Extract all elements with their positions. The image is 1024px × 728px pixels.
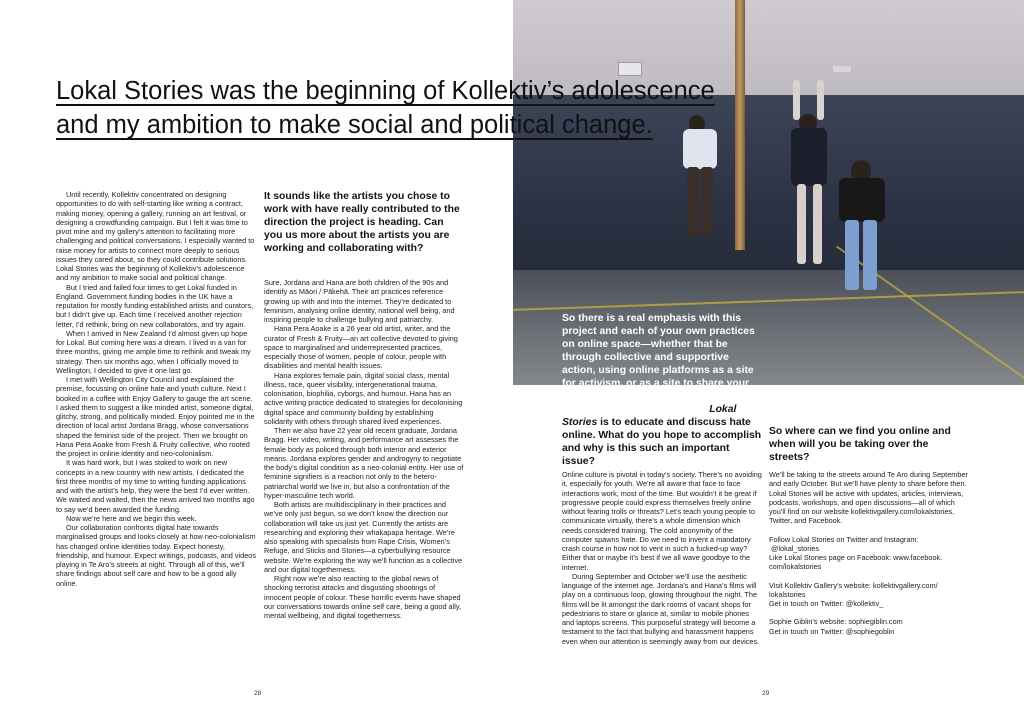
paragraph: Hana explores female pain, digital social class, mental illness, race, queer visibility, intergenerational trauma, colonisation, biophilia, cyborgs, and humour. Hana has an active writing practice dedicated to strategies for decolonising digital space and community building by establishing solidarity with others through shared lived experiences. <box>264 370 463 426</box>
contact-line: Get in touch on Twitter: @kollektiv_ <box>769 599 884 608</box>
paragraph: Online culture is pivotal in today’s society. There’s no avoiding it, especially for youth. We’re all aware that face to face interactions work, most of the time. But wouldn’t it be great if progressive people could express themselves freely online without fearing trolls or threats? Let’s teach young people to communicate virtually, there’s a whole dimension which needs considered training. The cold anonymity of the computer spawns hate. Do we need to invent a mandatory crash course in how not to vent in such a fucked-up way? Either that or maybe it’s best if we all wave goodbye to the internet. <box>562 470 762 572</box>
question-italic-title: Lokal Stories <box>562 404 737 428</box>
paragraph: When I arrived in New Zealand I’d almost given up hope for Lokal. But coming here was a dream. I lived in a van for three months, giving me ample time to rethink and tweak my strategy. Then six months ago, when I officially moved to Wellington, I decided to give it one last go. <box>56 328 251 375</box>
contact-line: Like Lokal Stories page on Facebook: www.facebook. <box>769 553 943 562</box>
paragraph: Our collaboration confronts digital hate towards marginalised groups and looks closely at how neo-colonialism has changed online identities today. Expect honesty, friendship, and humour. Expect writings, podcasts, and videos playing in Te Aro’s streets at night. Through all of this, we’ll share findings about self care and how to be a good ally online. <box>56 523 256 588</box>
paragraph: It was hard work, but I was stoked to work on new concepts in a new country with new artists. I dedicated the first three months of my time to writing funding applications and with the artist’s help, they were the best I’d ever written. We waited and waited, then the news arrived two months ago to say we’d been awarded the funding. <box>56 458 255 514</box>
paragraph: I met with Wellington City Council and explained the premise, focussing on online hate and youth culture. Next I booked in a coffee with Enjoy Gallery to gauge the art scene. I asked them to suggest a like minded artist, someone digital, glitchy, strong, and politically minded. Enjoy pointed me in the direction of local artist Jordana Bragg, whose conversations shaped the feminist side of the project. Then we brought on Hana Pera Aoake from Fresh & Fruity collective, who rooted the project in online identity and neo-colonialism. <box>56 375 255 458</box>
contact-gallery <box>769 581 969 609</box>
paragraph: Both artists are multidisciplinary in their practices and we’ve only just begun, so we don’t know the direction our collaboration will take us just yet. Currently the artists are researching and exploring their whakapapa heritage. We’re also speaking with specialists from Rape Crisis, Women’s Refuge, and Sticks and Stones—a cyberbullying resource website. We’re exploring the way we’ll function as a collective and our digital togetherness. <box>264 500 463 574</box>
contact-line: @lokal_stories <box>771 543 819 553</box>
question-text-on-photo: So there is a real emphasis with this project and each of your own practices on online space—whether that be through collective and supportive action, using online platforms as a site for activism, or as a site to share your work and the work of others. You’ve mentioned one of the aims of <box>562 313 755 415</box>
contact-line: Get in touch on Twitter: @sophiegoblin <box>769 626 895 636</box>
paragraph: Until recently, Kollektiv concentrated on designing opportunities to do with self-starting like writing a contract, making money, opening a gallery, running an art festival, or designing a crowdfunding campaign. But I felt it was time to pivot mine and my gallery’s attention to facilitating more challenging and political conversations. I especially wanted to raise money for artists to connect more deeply to serious issues they cared about, so they could contribute solutions. Lokal Stories was the beginning of Kollektiv’s adolescence and my ambition to make social and political change. <box>56 190 255 283</box>
paragraph: Then we also have 22 year old recent graduate, Jordana Bragg. Her video, writing, and performance art assesses the female body as policed through both interior and exterior means. Jordana explores gender and androgyny to negotiate the body’s digital condition as a neo-colonial entity. Her use of feminine signifiers is a reaction not only to the hetero-patriarchal world we live in, but also a confrontation of the hyper-masculine tech world. <box>264 426 464 500</box>
contact-line: lokalstories <box>769 589 806 599</box>
contact-line: Visit Kollektiv Gallery’s website: kollektivgallery.com/ <box>769 580 938 590</box>
right-answer-column <box>562 470 762 646</box>
left-column <box>56 190 256 588</box>
headline <box>56 74 715 142</box>
contact-line: Sophie Giblin’s website: sophiegiblin.com <box>769 617 903 627</box>
paragraph: Hana Pera Aoake is a 26 year old artist, writer, and the curator of Fresh & Fruity—an art collective devoted to giving space to marginalised and underrepresented practices, especially those of women, people of colour, people with disabilities and mental health issues. <box>264 324 458 371</box>
page-number-left: 28 <box>254 690 262 697</box>
headline-line-2: and my ambition to make social and political change. <box>56 111 653 139</box>
paragraph: Sure, Jordana and Hana are both children of the 90s and identify as Māori / Pākehā. Their art practices reference growing up with and into the internet. They’re dedicated to feminism, analysing online identity, national well being, and inspiring people to challenge bullying and patriarchy. <box>264 278 455 324</box>
contact-lokal <box>769 535 969 572</box>
paragraph: We’ll be taking to the streets around Te Aro during September and early October. But we’ll have plenty to share before then. Lokal Stories will be active with updates, articles, interviews, podcasts, workshops, and open discussions—all of which you’ll find on our website kollektivgallery.com/lokalstories, Twitter, and Facebook. <box>769 470 968 526</box>
headline-line-1: Lokal Stories was the beginning of Kollektiv’s adolescence <box>56 77 715 105</box>
photo-figure-3 <box>833 160 893 300</box>
contact-sophie <box>769 617 969 636</box>
paragraph: Now we’re here and we begin this week. <box>66 513 197 523</box>
contact-line: com/lokalstories <box>769 562 822 572</box>
question-artists: It sounds like the artists you chose to work with have really contributed to the direction the project is heading. Can you us more about the artists you are working and collaborating with? <box>264 191 460 254</box>
paragraph: Right now we’re also reacting to the global news of shocking terrorist attacks and disgusting shootings of innocent people of colour. These horrific events have shaped our conversations towards online self care, being a good ally, mental wellbeing, and digital togetherness. <box>264 574 461 620</box>
contact-line: Follow Lokal Stories on Twitter and Instagram: <box>769 534 919 544</box>
paragraph: During September and October we’ll use the aesthetic language of the internet age. Jordana’s and Hana’s films will play on a continuous loop, glowing throughout the night. The films will be lit amongst the dark rooms of vacant shops for pedestrians to stare or glance at, similar to mobile phones and laptops screens. This purposeful strategy will become a testament to the fact that bullying and harassment happens even when our attention is seemingly away from our devices. <box>562 571 760 646</box>
paragraph: But I tried and failed four times to get Lokal funded in England. Government funding bodies in the UK have a reputation for mostly funding established artists and curators, but I didn’t give up. Each time I received another rejection letter, I’d rethink, bring on new collaborators, and try again. <box>56 282 254 329</box>
question-text-tail: is to educate and discuss hate online. What do you hope to accomplish and why is this such an important issue? <box>562 417 762 467</box>
page-number-right: 29 <box>762 690 770 697</box>
photo-sign <box>833 66 851 72</box>
question-where-online: So where can we find you online and when will you be taking over the streets? <box>769 426 951 463</box>
question-online-space <box>562 312 762 468</box>
middle-column <box>264 278 464 620</box>
rightmost-column <box>769 470 969 645</box>
